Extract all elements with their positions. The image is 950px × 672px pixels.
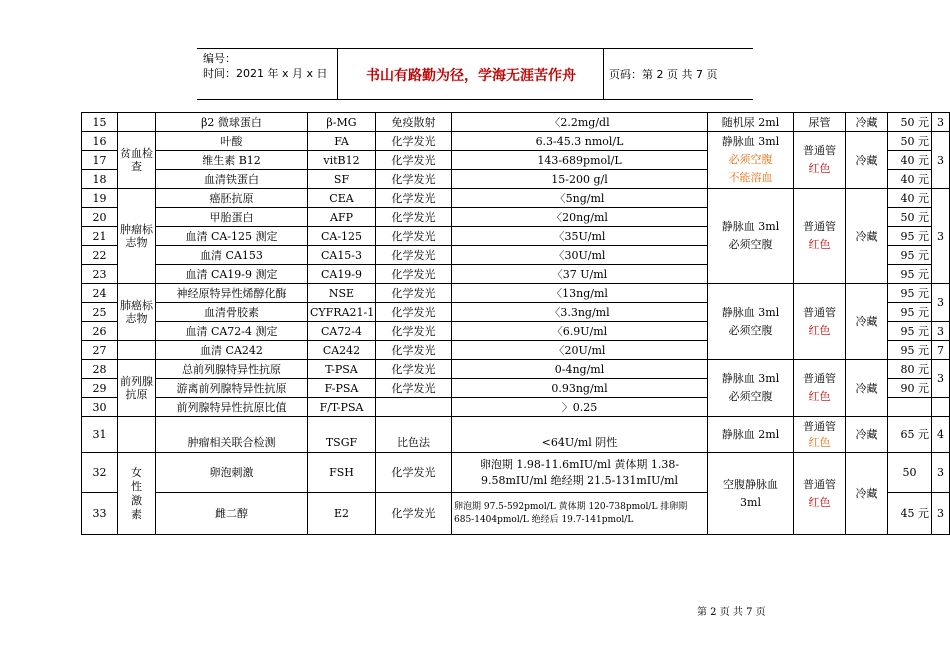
price: 65 元 (888, 417, 932, 453)
specimen (708, 189, 794, 284)
row-number: 31 (82, 417, 118, 453)
reference-range: 〈3.3ng/ml (452, 303, 708, 322)
tube (794, 417, 846, 453)
row-number: 25 (82, 303, 118, 322)
tube-text: 普通管 (803, 144, 836, 157)
method: 比色法 (376, 417, 452, 453)
group-label: 肿瘤标志物 (118, 189, 156, 284)
price: 95 元 (888, 227, 932, 246)
specimen (708, 284, 794, 360)
specimen (708, 132, 794, 189)
item-code: CA-125 (308, 227, 376, 246)
extra-col: 3 (932, 284, 950, 322)
price (888, 398, 932, 417)
specimen-note: 必须空腹 (728, 153, 773, 166)
table-row (82, 417, 950, 453)
item-name: 血清铁蛋白 (156, 170, 308, 189)
extra-col (932, 398, 950, 417)
price: 95 元 (888, 322, 932, 341)
storage: 冷藏 (846, 132, 888, 189)
method: 化学发光 (376, 246, 452, 265)
reference-range: 〈20ng/ml (452, 208, 708, 227)
item-name: 血清 CA242 (156, 341, 308, 360)
row-number: 29 (82, 379, 118, 398)
storage: 冷藏 (846, 417, 888, 453)
price: 50 元 (888, 208, 932, 227)
row-number: 18 (82, 170, 118, 189)
tube-color: 红色 (808, 435, 831, 449)
item-name: 总前列腺特异性抗原 (156, 360, 308, 379)
row-number: 15 (82, 113, 118, 132)
item-code: F/T-PSA (308, 398, 376, 417)
price: 80 元 (888, 360, 932, 379)
row-number: 33 (82, 493, 118, 535)
header-divider (337, 49, 338, 99)
table-row (82, 113, 950, 132)
tube (794, 453, 846, 535)
reference-range: 143-689pmol/L (452, 151, 708, 170)
group-cell (118, 341, 156, 360)
method: 化学发光 (376, 208, 452, 227)
method: 化学发光 (376, 322, 452, 341)
page-footer: 第 2 页 共 7 页 (697, 607, 766, 618)
row-number: 22 (82, 246, 118, 265)
method: 化学发光 (376, 453, 452, 493)
page-info: 页码：第 2 页 共 7 页 (609, 68, 718, 81)
item-name: 前列腺特异性抗原比值 (156, 398, 308, 417)
reference-range: 15-200 g/l (452, 170, 708, 189)
item-code: F-PSA (308, 379, 376, 398)
item-code: T-PSA (308, 360, 376, 379)
table-row (82, 132, 950, 151)
method: 化学发光 (376, 132, 452, 151)
item-code: CEA (308, 189, 376, 208)
group-label: 肺癌标志物 (118, 284, 156, 341)
price: 95 元 (888, 265, 932, 284)
method: 化学发光 (376, 151, 452, 170)
reference-range: 卵泡期 97.5-592pmol/L 黄体期 120-738pmol/L 排卵期 685-1404pmol/L 绝经后 19.7-141pmol/L (452, 493, 708, 535)
reference-range: 卵泡期 1.98-11.6mIU/ml 黄体期 1.38-9.58mIU/ml 绝经期 21.5-131mIU/ml (452, 453, 708, 493)
extra-col: 3 (932, 132, 950, 189)
item-name: 游离前列腺特异性抗原 (156, 379, 308, 398)
reference-range: 6.3-45.3 nmol/L (452, 132, 708, 151)
reference-range: 〈35U/ml (452, 227, 708, 246)
reference-range: 〈37 U/ml (452, 265, 708, 284)
group-label: 贫血检查 (118, 132, 156, 189)
method: 化学发光 (376, 341, 452, 360)
item-code: NSE (308, 284, 376, 303)
item-code: CA19-9 (308, 265, 376, 284)
reference-range: 〈13ng/ml (452, 284, 708, 303)
extra-col: 3 (932, 322, 950, 341)
header-meta (203, 51, 328, 81)
item-name: 雌二醇 (156, 493, 308, 535)
reference-range: 0.93ng/ml (452, 379, 708, 398)
item-code: E2 (308, 493, 376, 535)
price: 40 元 (888, 170, 932, 189)
test-items-table (81, 112, 950, 535)
item-name: 血清 CA72-4 测定 (156, 322, 308, 341)
item-code: FA (308, 132, 376, 151)
item-name: 血清 CA153 (156, 246, 308, 265)
storage: 冷藏 (846, 360, 888, 417)
row-number: 19 (82, 189, 118, 208)
date-line: 时间：2021 年 x 月 x 日 (203, 67, 328, 80)
group-cell (118, 417, 156, 453)
item-code: FSH (308, 453, 376, 493)
method: 化学发光 (376, 379, 452, 398)
item-code: vitB12 (308, 151, 376, 170)
row-number: 30 (82, 398, 118, 417)
group-cell (118, 113, 156, 132)
motto: 书山有路勤为径，学海无涯苦作舟 (366, 68, 576, 84)
tube-color: 红色 (808, 495, 831, 509)
specimen-note: 不能溶血 (728, 171, 773, 184)
row-number: 26 (82, 322, 118, 341)
price: 95 元 (888, 284, 932, 303)
tube-color: 红色 (808, 238, 831, 251)
storage: 冷藏 (846, 284, 888, 360)
tube (794, 284, 846, 360)
price: 50 元 (888, 113, 932, 132)
method: 化学发光 (376, 170, 452, 189)
price: 90 元 (888, 379, 932, 398)
storage: 冷藏 (846, 189, 888, 284)
reference-range: 〈5ng/ml (452, 189, 708, 208)
row-number: 16 (82, 132, 118, 151)
item-name: 血清 CA-125 测定 (156, 227, 308, 246)
item-code: β-MG (308, 113, 376, 132)
extra-col: 3 (932, 493, 950, 535)
price: 45 元 (888, 493, 932, 535)
reference-range: 〈30U/ml (452, 246, 708, 265)
method: 化学发光 (376, 265, 452, 284)
item-code: TSGF (308, 417, 376, 453)
reference-range: 0-4ng/ml (452, 360, 708, 379)
tube (794, 132, 846, 189)
specimen (708, 360, 794, 417)
number-label: 编号： (203, 52, 236, 65)
extra-col: 4 (932, 417, 950, 453)
item-name: 血清骨胶素 (156, 303, 308, 322)
table-row (82, 189, 950, 208)
row-number: 23 (82, 265, 118, 284)
item-code: CA72-4 (308, 322, 376, 341)
tube-color: 红色 (808, 162, 831, 175)
item-name: 维生素 B12 (156, 151, 308, 170)
row-number: 28 (82, 360, 118, 379)
reference-range: 〈6.9U/ml (452, 322, 708, 341)
row-number: 24 (82, 284, 118, 303)
method: 化学发光 (376, 493, 452, 535)
table-row (82, 360, 950, 379)
group-label: 女性激素 (118, 453, 156, 535)
method: 化学发光 (376, 284, 452, 303)
specimen: 空腹静脉血 3ml (708, 453, 794, 535)
item-name: 肿瘤相关联合检测 (156, 417, 308, 453)
item-code: CA242 (308, 341, 376, 360)
reference-range: 〈20U/ml (452, 341, 708, 360)
specimen-note: 必须空腹 (728, 390, 773, 403)
tube-text: 普通管 (803, 419, 836, 433)
tube: 尿管 (794, 113, 846, 132)
reference-range: <64U/ml 阴性 (452, 417, 708, 453)
price: 95 元 (888, 246, 932, 265)
extra-col: 3 (932, 189, 950, 284)
method: 免疫散射 (376, 113, 452, 132)
reference-range: 〈2.2mg/dl (452, 113, 708, 132)
item-code: SF (308, 170, 376, 189)
method (376, 398, 452, 417)
item-name: 癌胚抗原 (156, 189, 308, 208)
item-name: β2 微球蛋白 (156, 113, 308, 132)
method: 化学发光 (376, 360, 452, 379)
tube-text: 普通管 (803, 477, 836, 491)
price: 40 元 (888, 151, 932, 170)
table-row (82, 284, 950, 303)
extra-col: 3 (932, 453, 950, 493)
specimen: 随机尿 2ml (708, 113, 794, 132)
price: 50 元 (888, 132, 932, 151)
extra-col: 7 (932, 341, 950, 360)
specimen-text: 静脉血 3ml (721, 305, 780, 319)
page-header (197, 48, 753, 100)
item-name: 神经原特异性烯醇化酶 (156, 284, 308, 303)
item-name: 叶酸 (156, 132, 308, 151)
specimen-note: 必须空腹 (728, 238, 773, 251)
tube-text: 普通管 (803, 372, 836, 385)
tube-text: 普通管 (803, 220, 836, 233)
tube (794, 360, 846, 417)
specimen-note: 必须空腹 (728, 323, 773, 337)
specimen-text: 静脉血 3ml (721, 372, 780, 385)
extra-col: 3 (932, 360, 950, 398)
storage: 冷藏 (846, 113, 888, 132)
specimen-text: 静脉血 3ml (721, 220, 780, 233)
tube (794, 189, 846, 284)
item-name: 甲胎蛋白 (156, 208, 308, 227)
item-name: 血清 CA19-9 测定 (156, 265, 308, 284)
group-label: 前列腺抗原 (118, 360, 156, 417)
header-divider (603, 49, 604, 99)
method: 化学发光 (376, 189, 452, 208)
reference-range: 〉0.25 (452, 398, 708, 417)
tube-text: 普通管 (803, 305, 836, 319)
row-number: 21 (82, 227, 118, 246)
price: 95 元 (888, 303, 932, 322)
item-code: CA15-3 (308, 246, 376, 265)
method: 化学发光 (376, 303, 452, 322)
row-number: 32 (82, 453, 118, 493)
specimen: 静脉血 2ml (708, 417, 794, 453)
price: 40 元 (888, 189, 932, 208)
item-code: CYFRA21-1 (308, 303, 376, 322)
extra-col: 3 (932, 113, 950, 132)
item-code: AFP (308, 208, 376, 227)
storage: 冷藏 (846, 453, 888, 535)
row-number: 20 (82, 208, 118, 227)
method: 化学发光 (376, 227, 452, 246)
price: 95 元 (888, 341, 932, 360)
specimen-text: 静脉血 3ml (721, 135, 780, 148)
item-name: 卵泡刺激 (156, 453, 308, 493)
tube-color: 红色 (808, 323, 831, 337)
tube-color: 红色 (808, 390, 831, 403)
row-number: 27 (82, 341, 118, 360)
row-number: 17 (82, 151, 118, 170)
table-row (82, 453, 950, 493)
price: 50 (888, 453, 932, 493)
